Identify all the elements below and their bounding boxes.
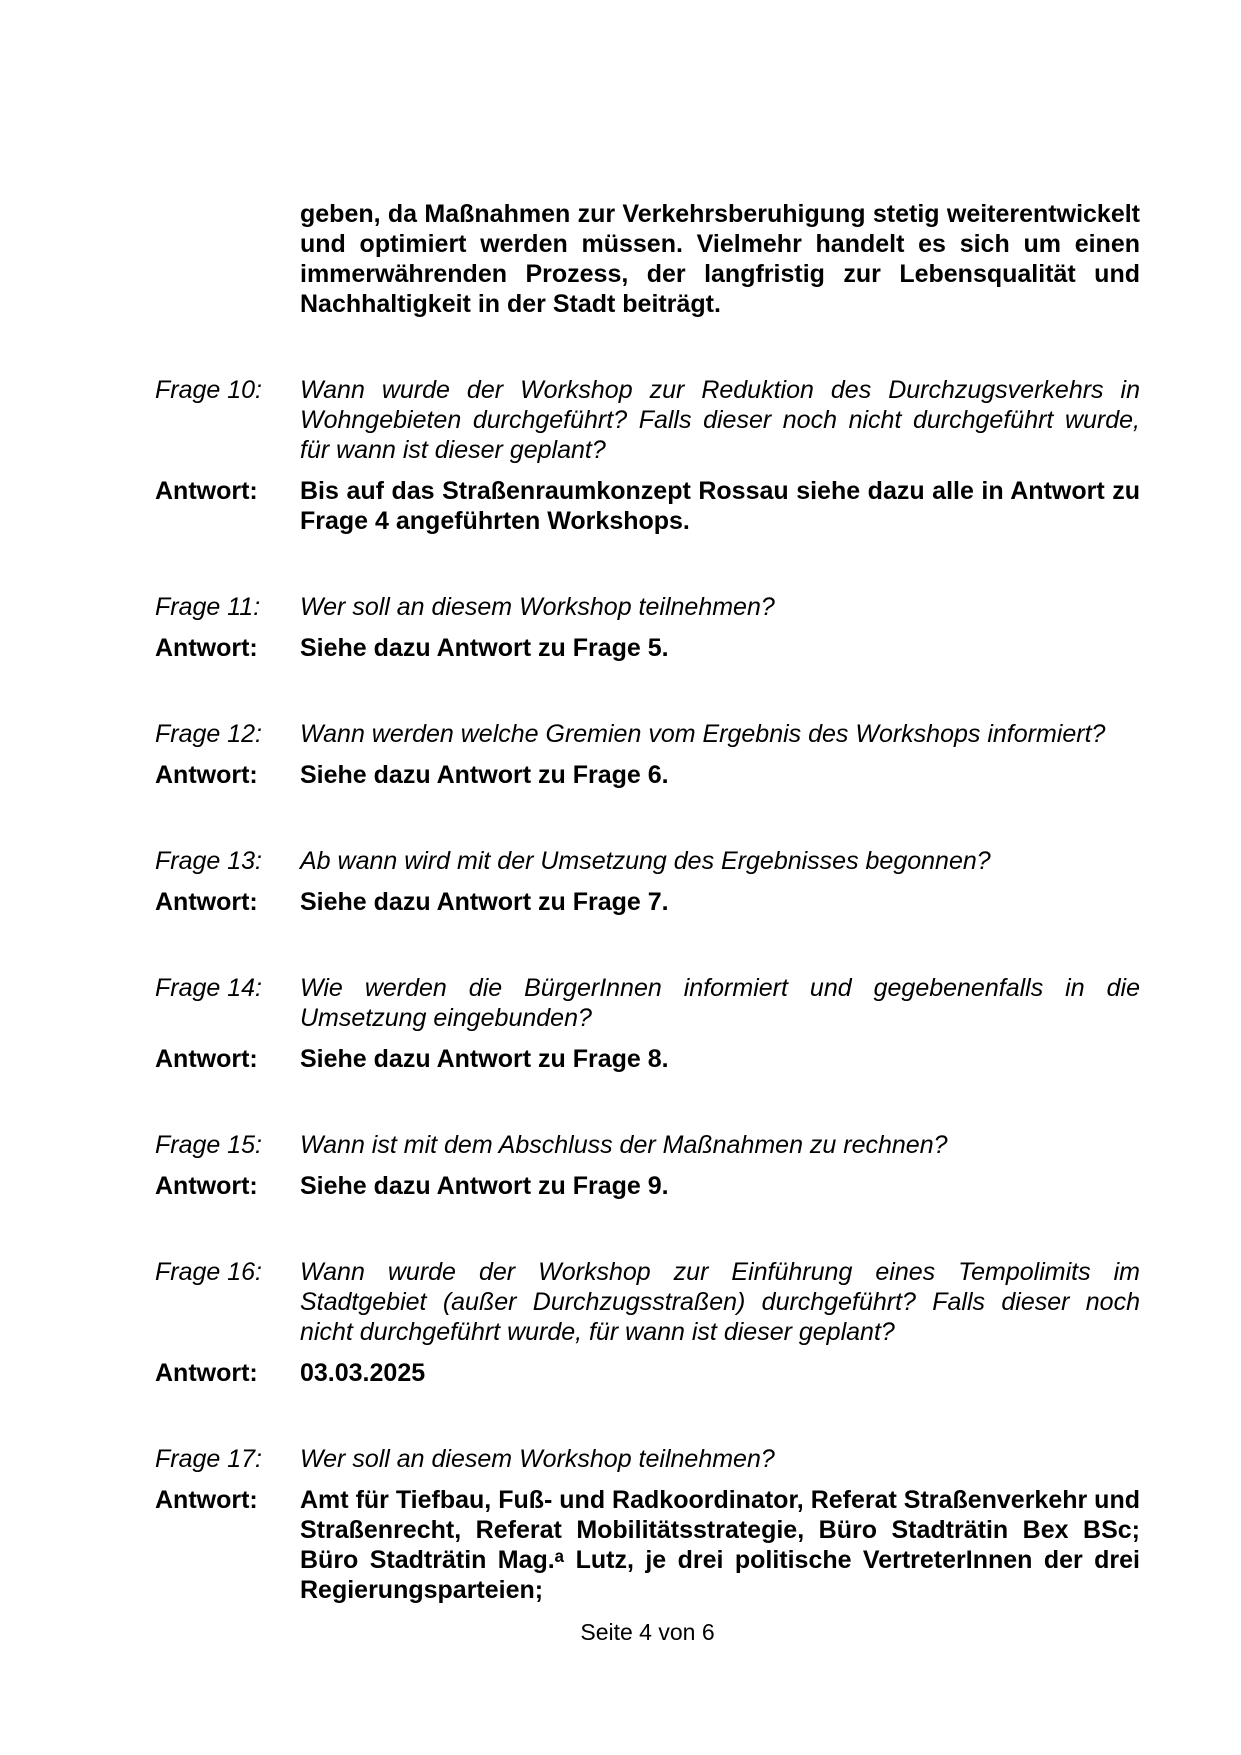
qa-pair [155, 846, 1140, 917]
answer-text: Siehe dazu Antwort zu Frage 8. [300, 1045, 669, 1073]
page-footer: Seite 4 von 6 [580, 1619, 715, 1645]
answer-label: Antwort: [155, 1359, 258, 1387]
answer-row [155, 633, 1140, 663]
answer-row [155, 760, 1140, 790]
answer-label: Antwort: [155, 477, 258, 505]
question-text: Wann ist mit dem Abschluss der Maßnahmen zu rechnen? [300, 1131, 948, 1159]
question-label: Frage 17: [155, 1445, 263, 1473]
qa-pair [155, 1130, 1140, 1201]
question-text: Wie werden die BürgerInnen informiert und gegebenenfalls in die Umsetzung eingebunden? [300, 974, 1140, 1032]
answer-label: Antwort: [155, 888, 258, 916]
question-label: Frage 16: [155, 1258, 263, 1286]
answer-row [155, 887, 1140, 917]
question-row [155, 1257, 1140, 1347]
answer-text: Siehe dazu Antwort zu Frage 9. [300, 1172, 669, 1200]
qa-list [155, 375, 1140, 1605]
answer-label: Antwort: [155, 761, 258, 789]
answer-label: Antwort: [155, 1045, 258, 1073]
qa-pair [155, 719, 1140, 790]
qa-pair [155, 592, 1140, 663]
question-text: Wer soll an diesem Workshop teilnehmen? [300, 593, 775, 621]
question-label: Frage 12: [155, 720, 263, 748]
question-text: Wer soll an diesem Workshop teilnehmen? [300, 1445, 775, 1473]
qa-pair [155, 973, 1140, 1074]
question-label: Frage 10: [155, 376, 263, 404]
answer-text: 03.03.2025 [300, 1359, 426, 1387]
question-row [155, 846, 1140, 876]
answer-row [155, 476, 1140, 536]
question-text: Wann wurde der Workshop zur Einführung eines Tempolimits im Stadtgebiet (außer Durchzugsstraßen) durchgeführt? Falls dieser noch nicht durchgeführt wurde, für wann ist dieser geplant? [300, 1258, 1140, 1346]
question-text: Ab wann wird mit der Umsetzung des Ergebnisses begonnen? [300, 847, 991, 875]
answer-row [155, 1358, 1140, 1388]
answer-label: Antwort: [155, 1172, 258, 1200]
question-row [155, 592, 1140, 622]
question-row [155, 973, 1140, 1033]
answer-label: Antwort: [155, 634, 258, 662]
qa-pair [155, 1444, 1140, 1605]
question-label: Frage 13: [155, 847, 263, 875]
question-row [155, 1130, 1140, 1160]
question-row [155, 1444, 1140, 1474]
question-row [155, 375, 1140, 465]
question-label: Frage 14: [155, 974, 263, 1002]
question-label: Frage 11: [155, 593, 261, 621]
answer-text: Siehe dazu Antwort zu Frage 5. [300, 634, 669, 662]
answer-label: Antwort: [155, 1486, 258, 1514]
answer-row [155, 1044, 1140, 1074]
question-text: Wann werden welche Gremien vom Ergebnis des Workshops informiert? [300, 720, 1106, 748]
qa-pair [155, 1257, 1140, 1388]
answer-row [155, 1171, 1140, 1201]
answer-row [155, 1485, 1140, 1605]
answer-text: Amt für Tiefbau, Fuß- und Radkoordinator, Referat Straßenverkehr und Straßenrecht, Referat Mobilitätsstrategie, Büro Stadträtin Bex BSc; Büro Stadträtin Mag.ᵃ Lutz, je drei politische VertreterInnen der drei Regierungsparteien; [300, 1486, 1140, 1604]
answer-text: Siehe dazu Antwort zu Frage 7. [300, 888, 669, 916]
document-content [155, 199, 1140, 1661]
question-text: Wann wurde der Workshop zur Reduktion des Durchzugsverkehrs in Wohngebieten durchgeführt? Falls dieser noch nicht durchgeführt wurde, für wann ist dieser geplant? [300, 376, 1140, 464]
answer-text: Bis auf das Straßenraumkonzept Rossau siehe dazu alle in Antwort zu Frage 4 angeführten Workshops. [300, 477, 1140, 535]
qa-pair [155, 375, 1140, 536]
answer-text: Siehe dazu Antwort zu Frage 6. [300, 761, 669, 789]
question-label: Frage 15: [155, 1131, 263, 1159]
question-row [155, 719, 1140, 749]
intro-paragraph: geben, da Maßnahmen zur Verkehrsberuhigung stetig weiterentwickelt und optimiert werden müssen. Vielmehr handelt es sich um einen immerwährenden Prozess, der langfristig zur Lebensqualität und Nachhaltigkeit in der Stadt beiträgt. [300, 200, 1140, 318]
